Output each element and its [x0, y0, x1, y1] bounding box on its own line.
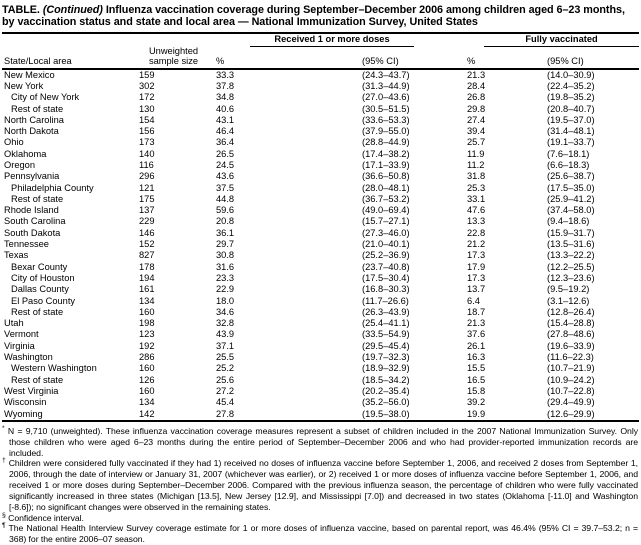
cell-fully-pct: 11.9	[467, 148, 485, 159]
cell-received-ci: (21.0–40.1)	[362, 239, 410, 250]
cell-state-local-area: Ohio	[4, 137, 24, 148]
table-row	[2, 216, 639, 227]
cell-sample-size: 296	[139, 171, 155, 182]
table-row	[2, 284, 639, 295]
cell-sample-size: 175	[139, 193, 155, 204]
cell-fully-ci: (9.4–18.6)	[547, 216, 590, 227]
cell-fully-ci: (19.6–33.9)	[547, 340, 595, 351]
cell-fully-ci: (37.4–58.0)	[547, 205, 595, 216]
table-row	[2, 352, 639, 363]
cell-sample-size: 123	[139, 329, 155, 340]
column-group-row	[2, 33, 639, 47]
table-row	[2, 194, 639, 205]
cell-state-local-area: New Mexico	[4, 69, 55, 80]
cell-state-local-area: Dallas County	[11, 284, 69, 295]
footnote: § Confidence interval.	[2, 511, 84, 523]
cell-state-local-area: West Virginia	[4, 385, 59, 396]
cell-fully-ci: (14.0–30.9)	[547, 69, 595, 80]
cell-received-ci: (20.2–35.4)	[362, 385, 410, 396]
cell-sample-size: 160	[139, 306, 155, 317]
cell-fully-ci: (25.9–41.2)	[547, 193, 595, 204]
cell-fully-pct: 13.7	[467, 284, 486, 295]
cell-sample-size: 116	[139, 160, 154, 170]
cell-fully-pct: 17.9	[467, 261, 486, 272]
cell-received-ci: (36.6–50.8)	[362, 171, 410, 182]
cell-fully-pct: 33.1	[467, 193, 486, 204]
cell-fully-pct: 18.7	[467, 306, 486, 317]
cell-fully-pct: 27.4	[467, 114, 486, 125]
cell-state-local-area: Wyoming	[4, 408, 43, 419]
cell-state-local-area: New York	[4, 80, 44, 91]
cell-state-local-area: Rest of state	[11, 103, 64, 114]
cell-received-pct: 37.5	[216, 182, 235, 193]
cell-state-local-area: Western Washington	[11, 363, 97, 374]
cell-fully-ci: (6.6–18.3)	[547, 160, 590, 170]
cell-received-pct: 34.8	[216, 92, 235, 103]
cell-received-pct: 25.5	[216, 352, 235, 363]
cell-sample-size: 142	[139, 408, 155, 419]
cell-received-ci: (31.3–44.9)	[362, 80, 410, 91]
cell-received-ci: (33.6–53.3)	[362, 114, 410, 125]
cell-received-ci: (37.9–55.0)	[362, 126, 410, 137]
cell-fully-pct: 16.3	[467, 352, 486, 363]
cell-sample-size: 160	[139, 363, 155, 374]
table-row	[2, 205, 639, 216]
cell-received-pct: 43.6	[216, 171, 235, 182]
table-row	[2, 171, 639, 182]
cell-received-ci: (30.5–51.5)	[362, 103, 410, 114]
cell-fully-ci: (7.6–18.1)	[547, 148, 590, 159]
cell-sample-size: 194	[139, 272, 155, 283]
column-group-fully	[467, 33, 639, 47]
column-header-fully-pct: %	[467, 56, 476, 67]
table-row	[2, 239, 639, 250]
column-header-received-pct: %	[216, 56, 225, 67]
cell-fully-ci: (17.5–35.0)	[547, 182, 595, 193]
cell-fully-ci: (15.9–31.7)	[547, 227, 595, 238]
cell-fully-ci: (29.4–49.9)	[547, 397, 595, 408]
cell-received-pct: 25.2	[216, 363, 235, 374]
cell-fully-pct: 6.4	[467, 295, 480, 306]
cell-state-local-area: Utah	[4, 318, 24, 329]
vaccination-coverage-table	[2, 32, 639, 422]
cell-state-local-area: Texas	[4, 250, 29, 261]
table-row	[2, 329, 639, 340]
cell-fully-pct: 25.3	[467, 182, 486, 193]
cell-received-pct: 27.2	[216, 385, 235, 396]
cell-received-pct: 37.8	[216, 80, 235, 91]
table-row	[2, 92, 639, 103]
cell-state-local-area: City of New York	[11, 92, 80, 103]
spacer-cell	[2, 33, 139, 47]
cell-sample-size: 121	[139, 182, 155, 193]
cell-fully-pct: 22.8	[467, 227, 486, 238]
cell-sample-size: 178	[139, 261, 155, 272]
cell-fully-pct: 17.3	[467, 250, 486, 261]
cell-received-pct: 44.8	[216, 193, 235, 204]
cell-sample-size: 134	[139, 397, 155, 408]
cell-received-ci: (19.5–38.0)	[362, 408, 410, 419]
cell-received-pct: 32.8	[216, 318, 235, 329]
table-row	[2, 81, 639, 92]
table-row	[2, 296, 639, 307]
column-group-received-label: Received 1 or more doses	[250, 34, 414, 47]
cell-fully-ci: (20.8–40.7)	[547, 103, 595, 114]
cell-received-pct: 45.4	[216, 397, 235, 408]
cell-fully-pct: 11.2	[467, 160, 485, 170]
cell-received-ci: (26.3–43.9)	[362, 306, 410, 317]
cell-received-ci: (19.7–32.3)	[362, 352, 410, 363]
cell-sample-size: 302	[139, 80, 155, 91]
cell-received-pct: 26.5	[216, 148, 235, 159]
table-body	[2, 69, 639, 421]
table-row	[2, 307, 639, 318]
cell-fully-pct: 47.6	[467, 205, 486, 216]
table-title-prefix: TABLE.	[2, 4, 40, 16]
cell-received-ci: (16.8–30.3)	[362, 284, 410, 295]
table-row	[2, 228, 639, 239]
cell-state-local-area: Tennessee	[4, 239, 49, 250]
table-row	[2, 363, 639, 374]
cell-received-ci: (28.8–44.9)	[362, 137, 410, 148]
cell-received-ci: (29.5–45.4)	[362, 340, 410, 351]
cell-received-pct: 59.6	[216, 205, 235, 216]
footnote: * N = 9,710 (unweighted). These influenza vaccination coverage measures represent a subset of children included in the 2007 National Immunization Survey. Only those children who were aged 6–23 months during the entire period of September–December 2006 and who had provider-reported immunization records are included.	[2, 424, 638, 458]
cell-fully-ci: (3.1–12.6)	[547, 295, 590, 306]
cell-state-local-area: Pennsylvania	[4, 171, 60, 182]
cell-received-pct: 40.6	[216, 103, 235, 114]
cell-received-pct: 37.1	[216, 340, 235, 351]
cell-received-pct: 34.6	[216, 306, 235, 317]
cell-fully-ci: (19.8–35.2)	[547, 92, 595, 103]
column-group-received	[216, 33, 467, 47]
cell-fully-pct: 21.3	[467, 318, 486, 329]
table-row	[2, 318, 639, 329]
cell-fully-ci: (12.3–23.6)	[547, 272, 595, 283]
cell-fully-pct: 28.4	[467, 80, 486, 91]
cell-received-pct: 27.8	[216, 408, 235, 419]
cell-fully-ci: (22.4–35.2)	[547, 80, 595, 91]
cell-fully-pct: 16.5	[467, 374, 486, 385]
cell-fully-ci: (10.7–22.8)	[547, 385, 595, 396]
cell-received-pct: 30.8	[216, 250, 235, 261]
footnote: † Children were considered fully vaccinated if they had 1) received no doses of influenza vaccine before September 1, 2006, and received 2 doses from September 1, 2006, through the date of interview or January 31, 2007 (whichever was earlier), or 2) received 1 or more doses of influenza vaccine before September 1, 2006, and received 1 or more doses during September–December 2006. Compared with the previous influenza season, the percentage of children who were fully vaccinated significantly increased in three states (Michigan [13.5], New Jersey [12.9], and Mississippi [7.0]) and decreased in two states (Oklahoma [-11.0] and Washington [-8.6]); no significant changes were observed in the remaining states.	[2, 457, 639, 512]
cell-received-pct: 36.4	[216, 137, 235, 148]
column-header-sample-size: Unweighted sample size	[148, 45, 199, 66]
cell-received-pct: 31.6	[216, 261, 235, 272]
cell-state-local-area: City of Houston	[11, 272, 75, 283]
table-row	[2, 386, 639, 397]
cell-sample-size: 827	[139, 250, 155, 261]
cell-sample-size: 172	[139, 92, 155, 103]
cell-sample-size: 140	[139, 148, 155, 159]
cell-state-local-area: El Paso County	[11, 295, 76, 306]
cell-fully-pct: 19.9	[467, 408, 486, 419]
spacer-cell	[139, 33, 216, 47]
cell-received-pct: 18.0	[216, 295, 235, 306]
cell-received-ci: (25.4–41.1)	[362, 318, 410, 329]
cell-sample-size: 229	[139, 216, 155, 227]
cell-received-pct: 23.3	[216, 272, 235, 283]
cell-received-pct: 29.7	[216, 239, 235, 250]
cell-fully-pct: 26.1	[467, 340, 486, 351]
cell-fully-ci: (13.3–22.2)	[547, 250, 595, 261]
cell-fully-pct: 13.3	[467, 216, 486, 227]
cell-received-pct: 36.1	[216, 227, 235, 238]
cell-received-ci: (24.3–43.7)	[362, 69, 410, 80]
cell-received-ci: (17.5–30.4)	[362, 272, 410, 283]
cell-sample-size: 286	[139, 352, 155, 363]
cell-received-pct: 20.8	[216, 216, 235, 227]
cell-fully-ci: (12.8–26.4)	[547, 306, 595, 317]
cell-fully-ci: (10.7–21.9)	[547, 363, 595, 374]
cell-sample-size: 198	[139, 318, 155, 329]
cell-state-local-area: Bexar County	[11, 261, 68, 272]
cell-state-local-area: Rest of state	[11, 306, 64, 317]
column-group-fully-label: Fully vaccinated	[484, 34, 639, 47]
cell-state-local-area: Washington	[4, 352, 53, 363]
cell-state-local-area: Rhode Island	[4, 205, 59, 216]
cell-received-ci: (35.2–56.0)	[362, 397, 410, 408]
cell-received-ci: (15.7–27.1)	[362, 216, 410, 227]
cell-received-ci: (18.5–34.2)	[362, 374, 410, 385]
cell-fully-pct: 39.2	[467, 397, 486, 408]
cell-received-ci: (25.2–36.9)	[362, 250, 410, 261]
cell-received-ci: (36.7–53.2)	[362, 193, 410, 204]
column-header-state: State/Local area	[4, 56, 72, 67]
cell-fully-ci: (15.4–28.8)	[547, 318, 595, 329]
cell-received-ci: (23.7–40.8)	[362, 261, 410, 272]
table-row	[2, 375, 639, 386]
column-header-received-ci: (95% CI)	[362, 56, 399, 67]
cell-fully-pct: 21.2	[467, 239, 486, 250]
cell-received-pct: 25.6	[216, 374, 235, 385]
cell-state-local-area: Virginia	[4, 340, 35, 351]
table-row	[2, 183, 639, 194]
column-header-fully-ci: (95% CI)	[547, 56, 584, 67]
cell-fully-ci: (27.8–48.6)	[547, 329, 595, 340]
cell-received-ci: (17.4–38.2)	[362, 148, 410, 159]
cell-fully-ci: (12.2–25.5)	[547, 261, 595, 272]
cell-state-local-area: Wisconsin	[4, 397, 47, 408]
cell-sample-size: 146	[139, 227, 155, 238]
cell-fully-ci: (19.1–33.7)	[547, 137, 595, 148]
table-row	[2, 397, 639, 408]
cell-state-local-area: South Dakota	[4, 227, 61, 238]
cell-received-ci: (17.1–33.9)	[362, 160, 410, 170]
cell-received-pct: 24.5	[216, 160, 235, 170]
table-row	[2, 160, 639, 171]
cell-received-ci: (28.0–48.1)	[362, 182, 410, 193]
cell-fully-ci: (19.5–37.0)	[547, 114, 595, 125]
cell-fully-ci: (12.6–29.9)	[547, 408, 595, 419]
cell-sample-size: 152	[139, 239, 155, 250]
cell-state-local-area: North Carolina	[4, 114, 64, 125]
cell-state-local-area: South Carolina	[4, 216, 66, 227]
cell-state-local-area: Vermont	[4, 329, 39, 340]
cell-fully-pct: 31.8	[467, 171, 486, 182]
table-row	[2, 409, 639, 421]
table-row	[2, 104, 639, 115]
cell-received-pct: 33.3	[216, 69, 235, 80]
table-row	[2, 273, 639, 284]
cell-fully-pct: 29.8	[467, 103, 486, 114]
cell-fully-pct: 39.4	[467, 126, 486, 137]
cell-fully-pct: 15.8	[467, 385, 486, 396]
cell-received-ci: (18.9–32.9)	[362, 363, 410, 374]
cell-received-pct: 22.9	[216, 284, 235, 295]
cell-received-ci: (27.3–46.0)	[362, 227, 410, 238]
cell-received-ci: (27.0–43.6)	[362, 92, 410, 103]
footnotes	[2, 426, 639, 545]
cell-sample-size: 161	[139, 284, 155, 295]
cell-received-pct: 46.4	[216, 126, 235, 137]
cell-received-ci: (49.0–69.4)	[362, 205, 410, 216]
cell-fully-pct: 25.7	[467, 137, 486, 148]
cell-received-ci: (11.7–26.6)	[362, 295, 409, 306]
cell-fully-pct: 37.6	[467, 329, 486, 340]
cell-state-local-area: North Dakota	[4, 126, 59, 137]
cell-sample-size: 134	[139, 295, 155, 306]
cell-sample-size: 160	[139, 385, 155, 396]
cell-fully-ci: (25.6–38.7)	[547, 171, 595, 182]
cell-state-local-area: Oklahoma	[4, 148, 47, 159]
column-header-row	[2, 47, 639, 69]
cell-state-local-area: Philadelphia County	[11, 182, 94, 193]
table-row	[2, 149, 639, 160]
cell-fully-pct: 26.8	[467, 92, 486, 103]
cell-sample-size: 192	[139, 340, 155, 351]
cell-sample-size: 154	[139, 114, 155, 125]
cell-state-local-area: Rest of state	[11, 374, 64, 385]
table-title	[2, 4, 639, 29]
table-row	[2, 341, 639, 352]
cell-sample-size: 173	[139, 137, 155, 148]
cell-state-local-area: Rest of state	[11, 193, 64, 204]
cell-sample-size: 137	[139, 205, 155, 216]
cell-state-local-area: Oregon	[4, 160, 36, 170]
table-row	[2, 137, 639, 148]
cell-received-pct: 43.1	[216, 114, 235, 125]
cell-received-ci: (33.5–54.9)	[362, 329, 410, 340]
cell-sample-size: 156	[139, 126, 155, 137]
cell-sample-size: 159	[139, 69, 155, 80]
cell-fully-ci: (9.5–19.2)	[547, 284, 590, 295]
cell-fully-ci: (13.5–31.6)	[547, 239, 595, 250]
table-row	[2, 69, 639, 81]
cell-fully-pct: 21.3	[467, 69, 486, 80]
table-title-text: Influenza vaccination coverage during September–December 2006 among children aged 6–23 months, by vaccination status and state and local area — National Immunization Survey, United States	[2, 4, 625, 29]
cell-sample-size: 126	[139, 374, 155, 385]
cell-received-pct: 43.9	[216, 329, 235, 340]
cell-fully-pct: 17.3	[467, 272, 486, 283]
footnote: ¶ The National Health Interview Survey coverage estimate for 1 or more doses of influenza vaccine, based on parental report, was 46.4% (95% CI = 39.7–53.2; n = 368) for the entire 2006–07 season.	[2, 522, 638, 545]
cell-fully-pct: 15.5	[467, 363, 486, 374]
cell-sample-size: 130	[139, 103, 155, 114]
table-row	[2, 250, 639, 261]
table-title-continued: (Continued)	[42, 4, 103, 16]
table-row	[2, 115, 639, 126]
cell-fully-ci: (31.4–48.1)	[547, 126, 595, 137]
cell-fully-ci: (10.9–24.2)	[547, 374, 595, 385]
table-row	[2, 126, 639, 137]
table-row	[2, 262, 639, 273]
cell-fully-ci: (11.6–22.3)	[547, 352, 594, 363]
